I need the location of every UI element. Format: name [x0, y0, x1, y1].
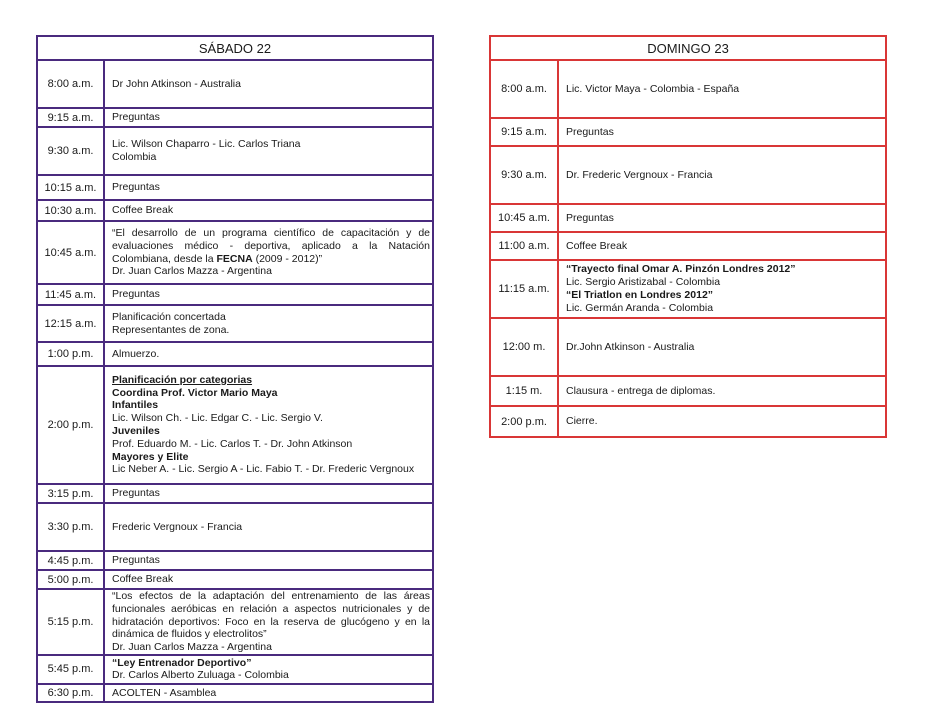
activity-cell	[558, 118, 886, 146]
schedule-row	[37, 305, 433, 342]
activity-line: Lic. Wilson Chaparro - Lic. Carlos Triana	[112, 138, 301, 151]
saturday-title: SÁBADO 22	[37, 36, 433, 60]
activity-cell	[104, 221, 433, 284]
time-cell: 9:15 a.m.	[490, 118, 558, 146]
time-cell: 9:30 a.m.	[490, 146, 558, 204]
lecture-author: Dr. Carlos Alberto Zuluaga - Colombia	[112, 669, 289, 682]
time-cell: 10:45 a.m.	[490, 204, 558, 232]
activity-line: Representantes de zona.	[112, 323, 230, 336]
activity-cell	[558, 376, 886, 406]
activity-cell	[558, 146, 886, 204]
lecture-title: “El Triatlon en Londres 2012”	[566, 289, 714, 301]
activity-line: Coffee Break	[112, 573, 174, 586]
time-cell: 6:30 p.m.	[37, 684, 104, 702]
activity-line: Coffee Break	[112, 204, 174, 217]
schedule-row	[490, 232, 886, 260]
schedule-row	[37, 284, 433, 305]
lecture-org: FECNA	[216, 252, 253, 265]
category-heading: Planificación por categorias	[112, 373, 253, 386]
time-cell: 11:45 a.m.	[37, 284, 104, 305]
activity-line: Lic. Victor Maya - Colombia - España	[566, 82, 740, 95]
schedule-row	[37, 366, 433, 484]
activity-line: Dr. Frederic Vergnoux - Francia	[566, 168, 713, 181]
activity-cell	[104, 108, 433, 127]
sunday-table	[489, 35, 887, 438]
time-cell: 2:00 p.m.	[490, 406, 558, 437]
schedule-row	[37, 342, 433, 366]
category-label: Infantiles	[112, 399, 159, 412]
time-cell: 5:15 p.m.	[37, 589, 104, 655]
activity-line: Dr John Atkinson - Australia	[112, 77, 241, 90]
lecture-author: Dr. Juan Carlos Mazza - Argentina	[112, 265, 272, 278]
schedule-row	[37, 655, 433, 684]
time-cell: 1:00 p.m.	[37, 342, 104, 366]
schedule-row	[490, 376, 886, 406]
activity-cell	[558, 204, 886, 232]
activity-line: Cierre.	[566, 415, 598, 428]
activity-cell	[104, 200, 433, 221]
schedule-row	[37, 484, 433, 503]
time-cell: 11:15 a.m.	[490, 260, 558, 318]
time-cell: 11:00 a.m.	[490, 232, 558, 260]
time-cell: 1:15 m.	[490, 376, 558, 406]
activity-line: Coffee Break	[566, 239, 628, 252]
time-cell: 3:30 p.m.	[37, 503, 104, 551]
schedule-row	[490, 118, 886, 146]
activity-cell	[558, 260, 886, 318]
time-cell: 8:00 a.m.	[37, 60, 104, 108]
time-cell: 2:00 p.m.	[37, 366, 104, 484]
schedule-row	[37, 551, 433, 570]
schedule-row	[490, 60, 886, 118]
time-cell: 10:45 a.m.	[37, 221, 104, 284]
lecture-title	[112, 227, 430, 265]
saturday-table	[36, 35, 434, 703]
category-names: Lic Neber A. - Lic. Sergio A - Lic. Fabio T. - Dr. Frederic Vergnoux	[112, 463, 415, 476]
schedule-row	[37, 570, 433, 589]
lecture-text-end: (2009 - 2012)”	[255, 252, 323, 265]
activity-cell	[104, 570, 433, 589]
time-cell: 8:00 a.m.	[490, 60, 558, 118]
activity-line: Preguntas	[112, 288, 160, 301]
coordinator-line: Coordina Prof. Victor Mario Maya	[112, 386, 278, 399]
activity-cell	[558, 60, 886, 118]
activity-line: Frederic Vergnoux - Francia	[112, 520, 243, 533]
schedule-row	[37, 127, 433, 175]
activity-line: Clausura - entrega de diplomas.	[566, 384, 716, 397]
activity-cell	[104, 484, 433, 503]
activity-cell	[104, 503, 433, 551]
schedule-row	[490, 260, 886, 318]
activity-cell	[104, 551, 433, 570]
saturday-schedule	[36, 35, 434, 703]
time-cell: 12:15 a.m.	[37, 305, 104, 342]
activity-line: ACOLTEN - Asamblea	[112, 686, 217, 699]
lecture-author: Lic. Germán Aranda - Colombia	[566, 301, 714, 314]
schedule-row	[37, 200, 433, 221]
schedule-row	[490, 204, 886, 232]
activity-cell	[104, 342, 433, 366]
lecture-title: “Los efectos de la adaptación del entrenamiento de las áreas funcionales aeróbicas en relación a aspectos nutricionales y de hidratación deportivos: Foco en la reserva de glucógeno y en la dinámica de fluidos y electrolitos”	[112, 590, 430, 641]
sunday-schedule	[489, 35, 887, 438]
lecture-title: “Ley Entrenador Deportivo”	[112, 656, 252, 669]
schedule-row	[490, 406, 886, 437]
sunday-title: DOMINGO 23	[490, 36, 886, 60]
schedule-row	[490, 146, 886, 204]
activity-cell	[104, 305, 433, 342]
activity-cell	[104, 366, 433, 484]
time-cell: 9:15 a.m.	[37, 108, 104, 127]
schedule-row	[37, 221, 433, 284]
activity-line: Preguntas	[112, 554, 160, 567]
category-names: Prof. Eduardo M. - Lic. Carlos T. - Dr. John Atkinson	[112, 437, 353, 450]
lecture-text: “El desarrollo de un programa científico de capacitación y de evaluaciones médico - deportiva, aplicado a la Natación Colombiana, desde la	[112, 226, 430, 265]
time-cell: 10:30 a.m.	[37, 200, 104, 221]
activity-line: Planificación concertada	[112, 310, 226, 323]
time-cell: 5:45 p.m.	[37, 655, 104, 684]
activity-line: Preguntas	[112, 111, 160, 124]
time-cell: 4:45 p.m.	[37, 551, 104, 570]
activity-cell	[104, 589, 433, 655]
activity-cell	[558, 406, 886, 437]
activity-cell	[104, 684, 433, 702]
schedule-row	[37, 60, 433, 108]
time-cell: 9:30 a.m.	[37, 127, 104, 175]
activity-line: Preguntas	[112, 181, 160, 194]
activity-line: Dr.John Atkinson - Australia	[566, 340, 695, 353]
activity-cell	[104, 655, 433, 684]
activity-cell	[104, 175, 433, 200]
category-label: Mayores y Elite	[112, 450, 189, 463]
schedule-row	[490, 318, 886, 376]
schedule-row	[37, 589, 433, 655]
activity-cell	[104, 60, 433, 108]
lecture-author: Lic. Sergio Aristizabal - Colombia	[566, 276, 721, 289]
schedule-row	[37, 175, 433, 200]
time-cell: 10:15 a.m.	[37, 175, 104, 200]
activity-cell	[558, 232, 886, 260]
category-names: Lic. Wilson Ch. - Lic. Edgar C. - Lic. Sergio V.	[112, 412, 323, 425]
time-cell: 12:00 m.	[490, 318, 558, 376]
activity-line: Preguntas	[566, 211, 614, 224]
activity-line: Preguntas	[112, 487, 160, 500]
activity-line: Preguntas	[566, 125, 614, 138]
time-cell: 5:00 p.m.	[37, 570, 104, 589]
activity-cell	[558, 318, 886, 376]
activity-cell	[104, 284, 433, 305]
activity-line: Almuerzo.	[112, 347, 160, 360]
lecture-title: “Trayecto final Omar A. Pinzón Londres 2012”	[566, 263, 796, 276]
lecture-author: Dr. Juan Carlos Mazza - Argentina	[112, 641, 272, 654]
schedule-row	[37, 684, 433, 702]
time-cell: 3:15 p.m.	[37, 484, 104, 503]
schedule-row	[37, 503, 433, 551]
category-label: Juveniles	[112, 425, 160, 437]
schedule-row	[37, 108, 433, 127]
activity-cell	[104, 127, 433, 175]
activity-line: Colombia	[112, 151, 157, 163]
